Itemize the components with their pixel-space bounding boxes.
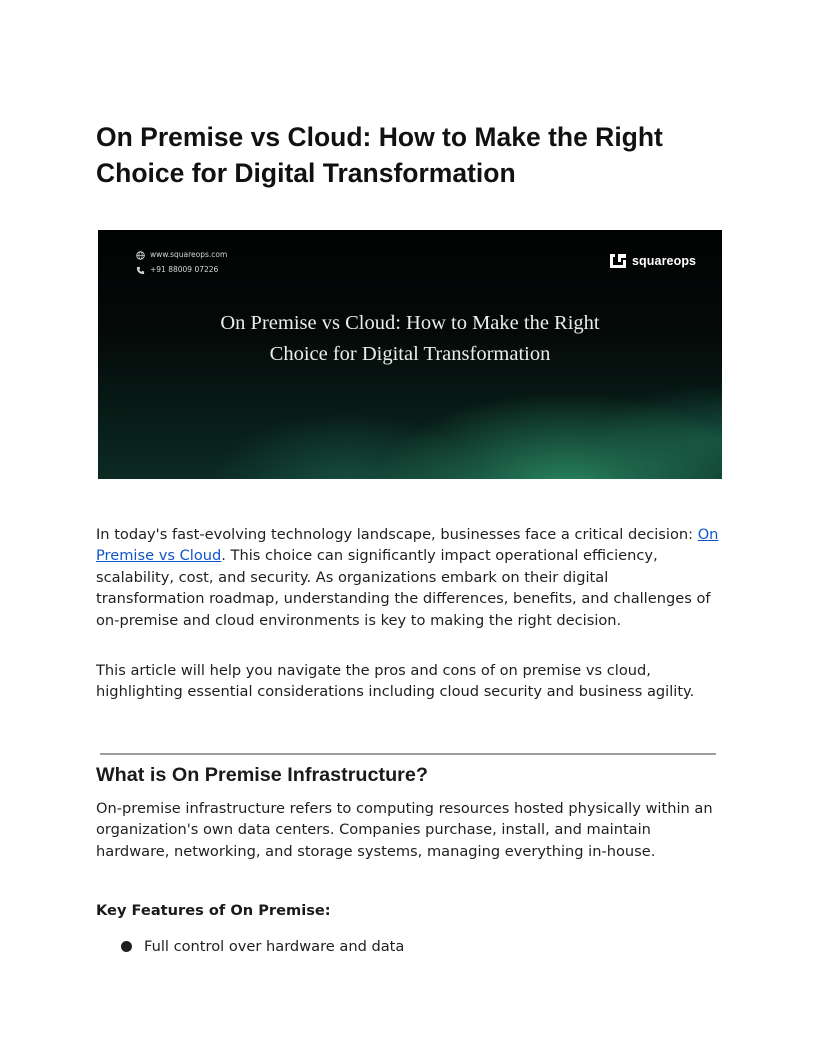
squareops-logo-icon [608,251,628,271]
on-premise-vs-cloud-link[interactable]: On Premise vs Cloud [96,526,719,565]
banner-website-text: www.squareops.com [150,250,228,259]
intro-paragraph [96,524,720,631]
banner-title-line-1: On Premise vs Cloud: How to Make the Right [220,312,600,334]
list-item [96,936,716,957]
intro-text-start: In today's fast-evolving technology landscape, businesses face a critical decision: [96,526,698,543]
logo-text: squareops [632,254,697,268]
globe-icon [136,251,145,260]
intro-text-end: . This choice can significantly impact operational efficiency, scalability, cost, and security. As organizations embark on their digital transformation roadmap, understanding the differences, benefits, and challenges of on-premise and cloud environments is key to making the right decision. [96,547,711,629]
phone-icon [136,266,145,275]
banner-phone-text: +91 88009 07226 [150,265,219,274]
banner-phone [136,265,218,275]
section-divider [100,753,716,755]
bullet-icon [121,941,132,952]
list-item-text: Full control over hardware and data [144,938,405,955]
banner-title-line-2: Choice for Digital Transformation [269,343,551,365]
squareops-logo [608,251,696,271]
banner-title [98,308,722,370]
key-features-list [96,936,716,957]
banner-website [136,250,227,260]
section-heading: What is On Premise Infrastructure? [96,764,428,786]
document-title: On Premise vs Cloud: How to Make the Right Choice for Digital Transformation [96,122,663,188]
key-features-heading: Key Features of On Premise: [96,902,331,919]
hero-banner-image [98,230,722,479]
section-body-paragraph: On-premise infrastructure refers to computing resources hosted physically within an organization's own data centers. Companies purchase, install, and maintain hardware, networking, and storage systems, managing everything in-house. [96,800,713,860]
article-overview-paragraph: This article will help you navigate the pros and cons of on premise vs cloud, highlighting essential considerations including cloud security and business agility. [96,662,695,701]
